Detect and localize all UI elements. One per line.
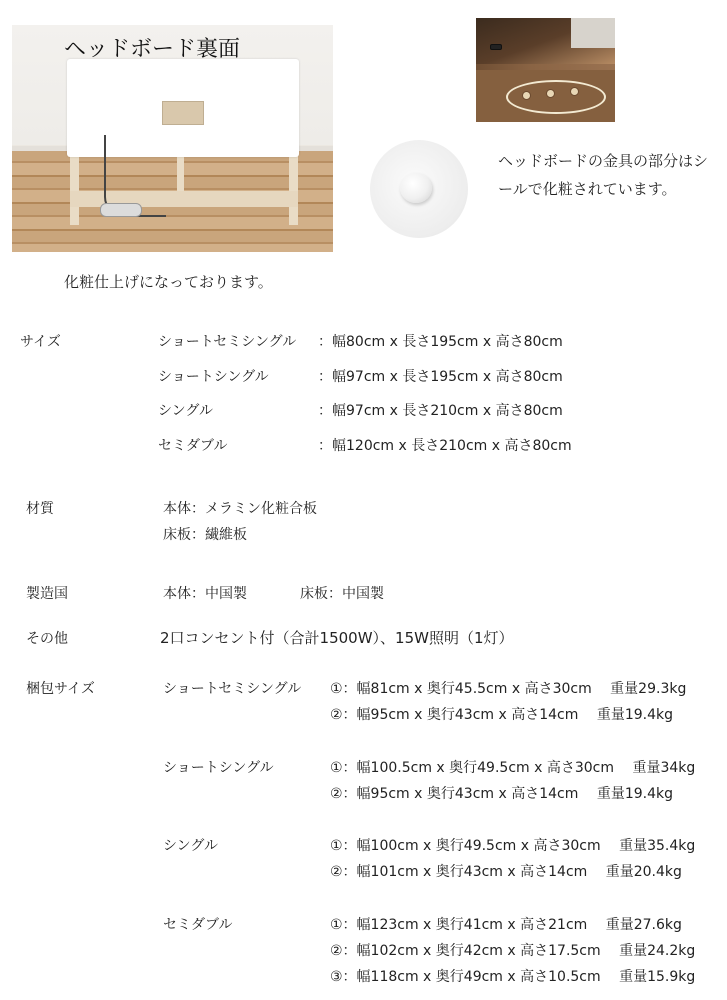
origin-body: 本体：中国製 bbox=[163, 586, 247, 602]
package-line: ③：幅118cm x 奥行49cm x 高さ10.5cm 重量15.9kg bbox=[330, 969, 696, 985]
fittings-closeup-photo bbox=[476, 18, 615, 122]
package-line: ②：幅102cm x 奥行42cm x 高さ17.5cm 重量24.2kg bbox=[330, 943, 696, 959]
package-group-name: ショートセミシングル bbox=[163, 681, 302, 697]
origin-floor: 床板：中国製 bbox=[300, 586, 384, 602]
package-group-name: シングル bbox=[163, 838, 218, 854]
sticker-cap bbox=[400, 173, 432, 203]
fitting-cap-3 bbox=[570, 87, 579, 96]
package-line: ②：幅95cm x 奥行43cm x 高さ14cm 重量19.4kg bbox=[330, 786, 673, 802]
material-label: 材質 bbox=[26, 501, 54, 517]
finish-caption: 化粧仕上げになっております。 bbox=[64, 273, 273, 291]
fittings-note: ヘッドボードの金具の部分はシールで化粧されています。 bbox=[498, 152, 709, 198]
package-label: 梱包サイズ bbox=[26, 681, 95, 697]
package-group-name: ショートシングル bbox=[163, 760, 274, 776]
other-text: 2口コンセント付（合計1500W）、15W照明（1灯） bbox=[160, 629, 514, 647]
package-line: ②：幅95cm x 奥行43cm x 高さ14cm 重量19.4kg bbox=[330, 707, 673, 723]
package-group-name: セミダブル bbox=[163, 917, 233, 933]
power-plug bbox=[100, 203, 142, 217]
origin-label: 製造国 bbox=[26, 586, 68, 602]
other-label: その他 bbox=[26, 631, 68, 647]
size-row-name: シングル bbox=[158, 403, 213, 419]
size-row-name: ショートシングル bbox=[158, 369, 269, 385]
material-body: 本体：メラミン化粧合板 bbox=[163, 501, 317, 517]
headboard-back-photo bbox=[12, 25, 333, 252]
package-line: ①：幅81cm x 奥行45.5cm x 高さ30cm 重量29.3kg bbox=[330, 681, 687, 697]
fitting-cap-2 bbox=[546, 89, 555, 98]
size-label: サイズ bbox=[20, 334, 61, 350]
package-line: ②：幅101cm x 奥行43cm x 高さ14cm 重量20.4kg bbox=[330, 864, 682, 880]
size-row-dims: ：幅120cm x 長さ210cm x 高さ80cm bbox=[318, 438, 572, 454]
size-row-name: セミダブル bbox=[158, 438, 228, 454]
highlight-ring bbox=[506, 80, 606, 114]
size-row-dims: ：幅97cm x 長さ195cm x 高さ80cm bbox=[318, 369, 563, 385]
package-line: ①：幅123cm x 奥行41cm x 高さ21cm 重量27.6kg bbox=[330, 917, 682, 933]
size-row-dims: ：幅80cm x 長さ195cm x 高さ80cm bbox=[318, 334, 563, 350]
outlet-slot bbox=[490, 44, 502, 50]
wall-background bbox=[571, 18, 615, 48]
material-floor: 床板：繊維板 bbox=[163, 527, 247, 543]
size-row-dims: ：幅97cm x 長さ210cm x 高さ80cm bbox=[318, 403, 563, 419]
outlet-box bbox=[162, 101, 204, 125]
fitting-cap-1 bbox=[522, 91, 531, 100]
size-row-name: ショートセミシングル bbox=[158, 334, 297, 350]
package-line: ①：幅100.5cm x 奥行49.5cm x 高さ30cm 重量34kg bbox=[330, 760, 696, 776]
photo-title: ヘッドボード裏面 bbox=[64, 37, 241, 62]
package-line: ①：幅100cm x 奥行49.5cm x 高さ30cm 重量35.4kg bbox=[330, 838, 696, 854]
sticker-closeup-photo bbox=[370, 140, 468, 238]
